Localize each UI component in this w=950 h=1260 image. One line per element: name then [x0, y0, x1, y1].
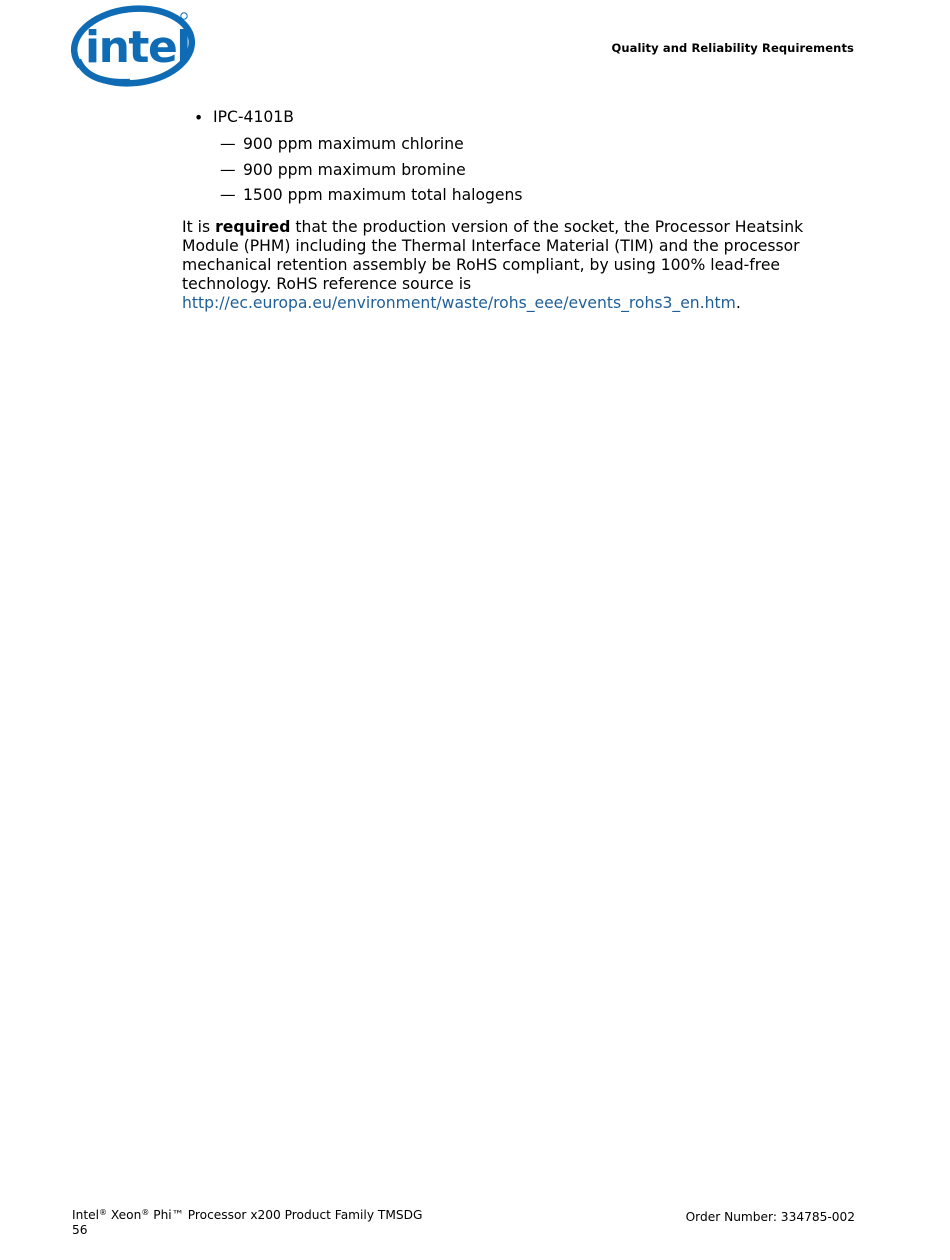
order-number: Order Number: 334785-002 [685, 1210, 855, 1224]
rohs-reference-link[interactable]: http://ec.europa.eu/environment/waste/rohs_eee/events_rohs3_en.htm [182, 293, 736, 312]
dash-icon: — [220, 135, 236, 153]
footer-product [72, 1208, 422, 1238]
page-content [182, 108, 858, 328]
para-prefix: It is [182, 217, 216, 236]
sub-list [182, 135, 858, 212]
bullet-item [182, 108, 858, 130]
svg-text:intel: intel [85, 22, 190, 73]
para-body: that the production version of the socket, the Processor Heatsink Module (PHM) including the Thermal Interface Material (TIM) and the processor mechanical retention assembly be RoHS compliant, by using 100% lead-free technology. RoHS reference source is [182, 217, 804, 293]
sub-list-item [182, 186, 858, 212]
body-paragraph [182, 218, 858, 313]
page-number: 56 [72, 1223, 88, 1237]
footer-product-line: Intel® Xeon® Phi™ Processor x200 Product Family TMSDG [72, 1208, 423, 1222]
sub-item-text: 1500 ppm maximum total halogens [243, 186, 523, 204]
sub-list-item [182, 161, 858, 187]
sub-item-text: 900 ppm maximum chlorine [243, 135, 464, 153]
para-emphasis: required [215, 217, 291, 236]
para-suffix: . [735, 293, 741, 312]
section-title: Quality and Reliability Requirements [611, 41, 854, 55]
intel-logo [70, 2, 198, 88]
bullet-label: IPC-4101B [213, 108, 294, 126]
sub-list-item [182, 135, 858, 161]
dash-icon: — [220, 186, 236, 204]
bullet-icon: • [194, 109, 204, 127]
sub-item-text: 900 ppm maximum bromine [243, 160, 466, 179]
dash-icon: — [220, 160, 236, 179]
